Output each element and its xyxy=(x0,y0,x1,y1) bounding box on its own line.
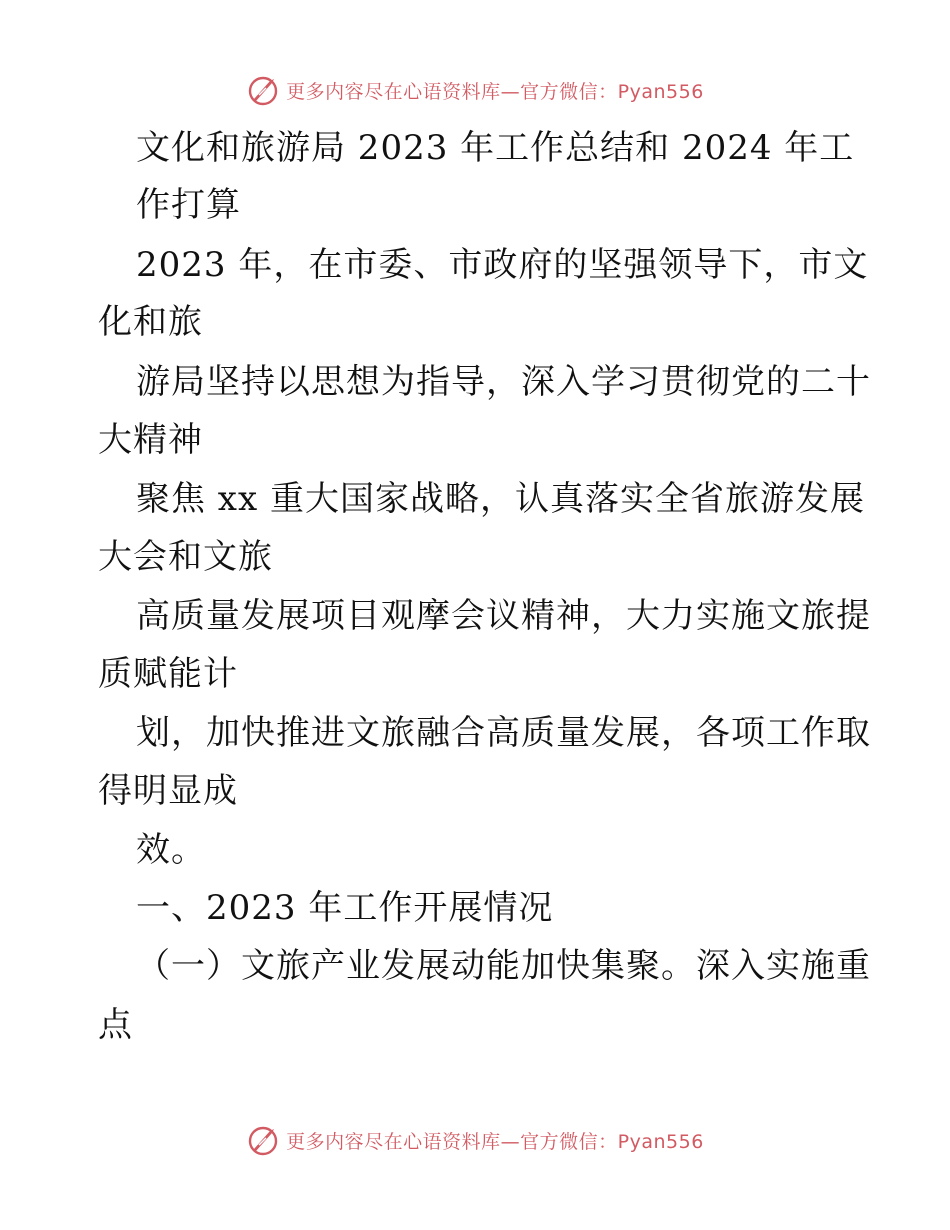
document-title-line-1: 文化和旅游局 2023 年工作总结和 2024 年工 xyxy=(136,128,855,168)
paragraph-line: 聚焦 xx 重大国家战略，认真落实全省旅游发展 xyxy=(136,479,865,519)
watermark-text: 更多内容尽在心语资料库—官方微信：Pyan556 xyxy=(286,80,704,103)
paragraph-line: 2023 年，在市委、市政府的坚强领导下，市文 xyxy=(136,245,869,285)
subsection-line: （一）文旅产业发展动能加快集聚。深入实施重 xyxy=(136,946,871,986)
paragraph-line: 效。 xyxy=(136,830,206,870)
paragraph-line: 得明显成 xyxy=(98,771,238,811)
paragraph-line: 游局坚持以思想为指导，深入学习贯彻党的二十 xyxy=(136,362,871,402)
watermark-text: 更多内容尽在心语资料库—官方微信：Pyan556 xyxy=(286,1130,704,1153)
header-watermark xyxy=(0,70,950,110)
quill-pen-seal-icon xyxy=(246,73,280,107)
footer-watermark xyxy=(0,1120,950,1160)
paragraph-line: 大精神 xyxy=(98,420,203,460)
paragraph-line: 高质量发展项目观摩会议精神，大力实施文旅提 xyxy=(136,596,871,636)
subsection-line: 点 xyxy=(98,1005,133,1045)
document-title-line-2: 作打算 xyxy=(136,185,241,225)
quill-pen-seal-icon xyxy=(246,1123,280,1157)
paragraph-line: 化和旅 xyxy=(98,302,203,342)
paragraph-line: 质赋能计 xyxy=(98,654,238,694)
paragraph-line: 划，加快推进文旅融合高质量发展，各项工作取 xyxy=(136,713,871,753)
paragraph-line: 大会和文旅 xyxy=(98,537,273,577)
section-heading: 一、2023 年工作开展情况 xyxy=(136,888,554,928)
